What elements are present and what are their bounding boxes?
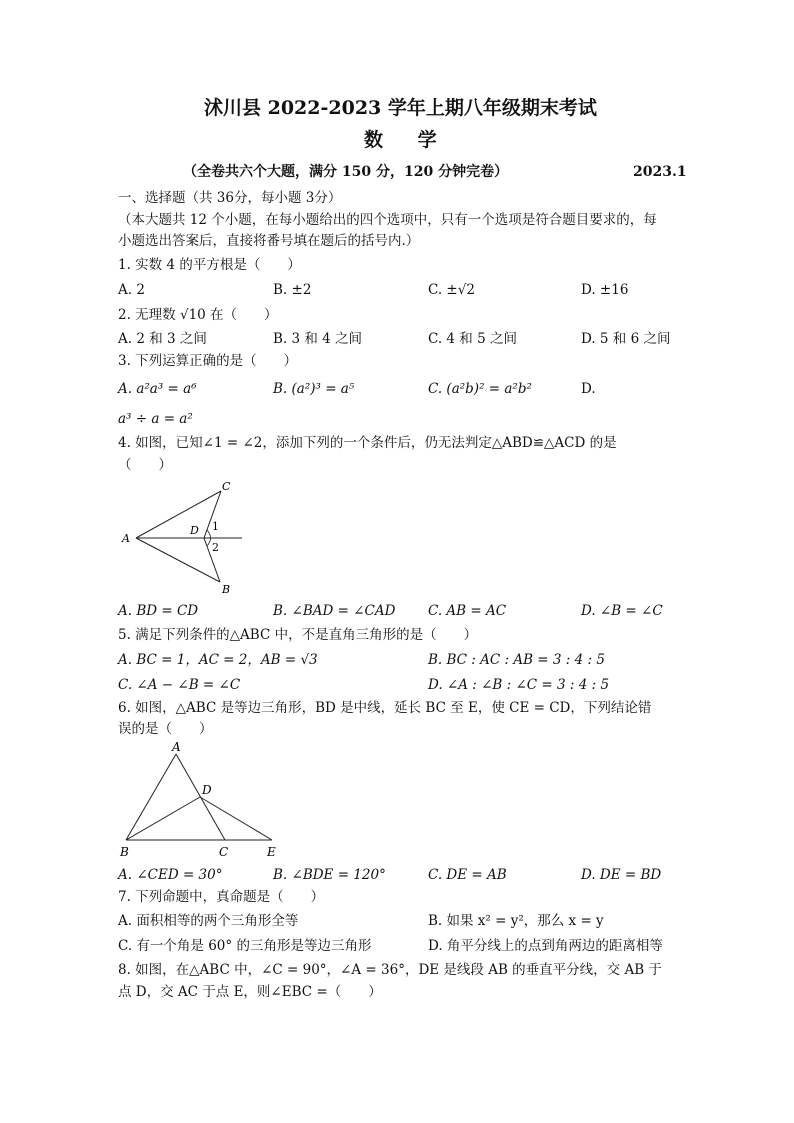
section-heading: 一、选择题（共 36分，每小题 3分） xyxy=(118,190,342,206)
fig6-line-de xyxy=(200,797,272,840)
q6-option-d: D. DE = BD xyxy=(581,867,662,883)
fig6-line-ab xyxy=(126,754,176,840)
q4-figure xyxy=(118,478,258,598)
q7-option-d: D. 角平分线上的点到角两边的距离相等 xyxy=(428,938,663,954)
q3-option-c: C. (a²b)² = a²b² xyxy=(428,381,532,397)
fig4-label-d: D xyxy=(190,524,199,537)
fig6-label-d: D xyxy=(202,783,212,797)
q7-option-a: A. 面积相等的两个三角形全等 xyxy=(118,913,299,929)
q2-stem: 2. 无理数 √10 在（ ） xyxy=(118,307,278,323)
fig4-label-1: 1 xyxy=(212,520,219,533)
q3-stem: 3. 下列运算正确的是（ ） xyxy=(118,353,298,369)
q5-option-a: A. BC = 1，AC = 2，AB = √3 xyxy=(118,652,318,668)
q6-stem-line2: 误的是（ ） xyxy=(118,721,213,737)
q7-stem: 7. 下列命题中，真命题是（ ） xyxy=(118,889,325,905)
q6-option-a: A. ∠CED = 30° xyxy=(118,867,223,883)
q4-option-b: B. ∠BAD = ∠CAD xyxy=(273,603,396,619)
q1-stem: 1. 实数 4 的平方根是（ ） xyxy=(118,257,301,273)
section-instruction-line2: 小题选出答案后，直接将番号填在题后的括号内.） xyxy=(118,233,420,249)
fig4-label-b: B xyxy=(222,583,231,596)
q5-option-c: C. ∠A − ∠B = ∠C xyxy=(118,677,241,693)
q3-option-a: A. a²a³ = a⁶ xyxy=(118,381,197,397)
q4-option-d: D. ∠B = ∠C xyxy=(581,603,663,619)
q2-option-c: C. 4 和 5 之间 xyxy=(428,331,517,347)
q5-stem: 5. 满足下列条件的△ABC 中，不是直角三角形的是（ ） xyxy=(118,627,478,643)
exam-subject: 数 学 xyxy=(364,129,451,151)
fig6-label-b: B xyxy=(120,845,129,859)
q1-option-a: A. 2 xyxy=(118,282,145,298)
q4-stem: 4. 如图，已知∠1 = ∠2，添加下列的一个条件后，仍无法判定△ABD≌△ACD 的是 xyxy=(118,435,617,451)
q3-option-d: D. xyxy=(581,381,596,397)
q5-option-d: D. ∠A : ∠B : ∠C = 3 : 4 : 5 xyxy=(428,677,610,693)
q4-option-c: C. AB = AC xyxy=(428,603,507,619)
fig4-line-ab xyxy=(136,538,220,582)
q5-option-b: B. BC : AC : AB = 3 : 4 : 5 xyxy=(428,652,605,668)
q4-stem-paren: （ ） xyxy=(118,457,172,473)
section-instruction-line1: （本大题共 12 个小题，在每小题给出的四个选项中，只有一个选项是符合题目要求的，每 xyxy=(118,212,657,228)
fig4-label-a: A xyxy=(122,532,130,545)
fig6-label-c: C xyxy=(219,845,229,859)
q6-stem: 6. 如图，△ABC 是等边三角形，BD 是中线，延长 BC 至 E，使 CE = CD，下列结论错 xyxy=(118,700,652,716)
fig4-label-c: C xyxy=(222,480,231,493)
q8-stem-line2: 点 D，交 AC 于点 E，则∠EBC =（ ） xyxy=(118,984,382,1000)
q3-option-b: B. (a²)³ = a⁵ xyxy=(273,381,355,397)
fig4-label-2: 2 xyxy=(212,541,219,554)
q2-option-a: A. 2 和 3 之间 xyxy=(118,331,207,347)
q6-figure xyxy=(116,740,292,862)
fig6-label-a: A xyxy=(172,740,181,754)
q2-option-b: B. 3 和 4 之间 xyxy=(273,331,363,347)
q6-option-b: B. ∠BDE = 120° xyxy=(273,867,386,883)
q3-option-d-expression: a³ ÷ a = a² xyxy=(118,411,193,427)
q1-option-c: C. ±√2 xyxy=(428,282,475,298)
fig6-label-e: E xyxy=(267,845,276,859)
q8-stem: 8. 如图，在△ABC 中，∠C = 90°，∠A = 36°，DE 是线段 AB 的垂直平分线，交 AB 于 xyxy=(118,962,662,978)
q6-option-c: C. DE = AB xyxy=(428,867,507,883)
exam-note: （全卷共六个大题，满分 150 分，120 分钟完卷） xyxy=(183,164,509,180)
q4-option-a: A. BD = CD xyxy=(118,603,199,619)
q2-option-d: D. 5 和 6 之间 xyxy=(581,331,671,347)
q7-option-c: C. 有一个角是 60° 的三角形是等边三角形 xyxy=(118,938,372,954)
exam-date: 2023.1 xyxy=(633,164,687,180)
q1-option-b: B. ±2 xyxy=(273,282,312,298)
q7-option-b: B. 如果 x² = y²，那么 x = y xyxy=(428,913,604,929)
exam-title: 沭川县 2022-2023 学年上期八年级期末考试 xyxy=(204,97,597,119)
q1-option-d: D. ±16 xyxy=(581,282,629,298)
fig6-line-bd xyxy=(126,797,200,840)
